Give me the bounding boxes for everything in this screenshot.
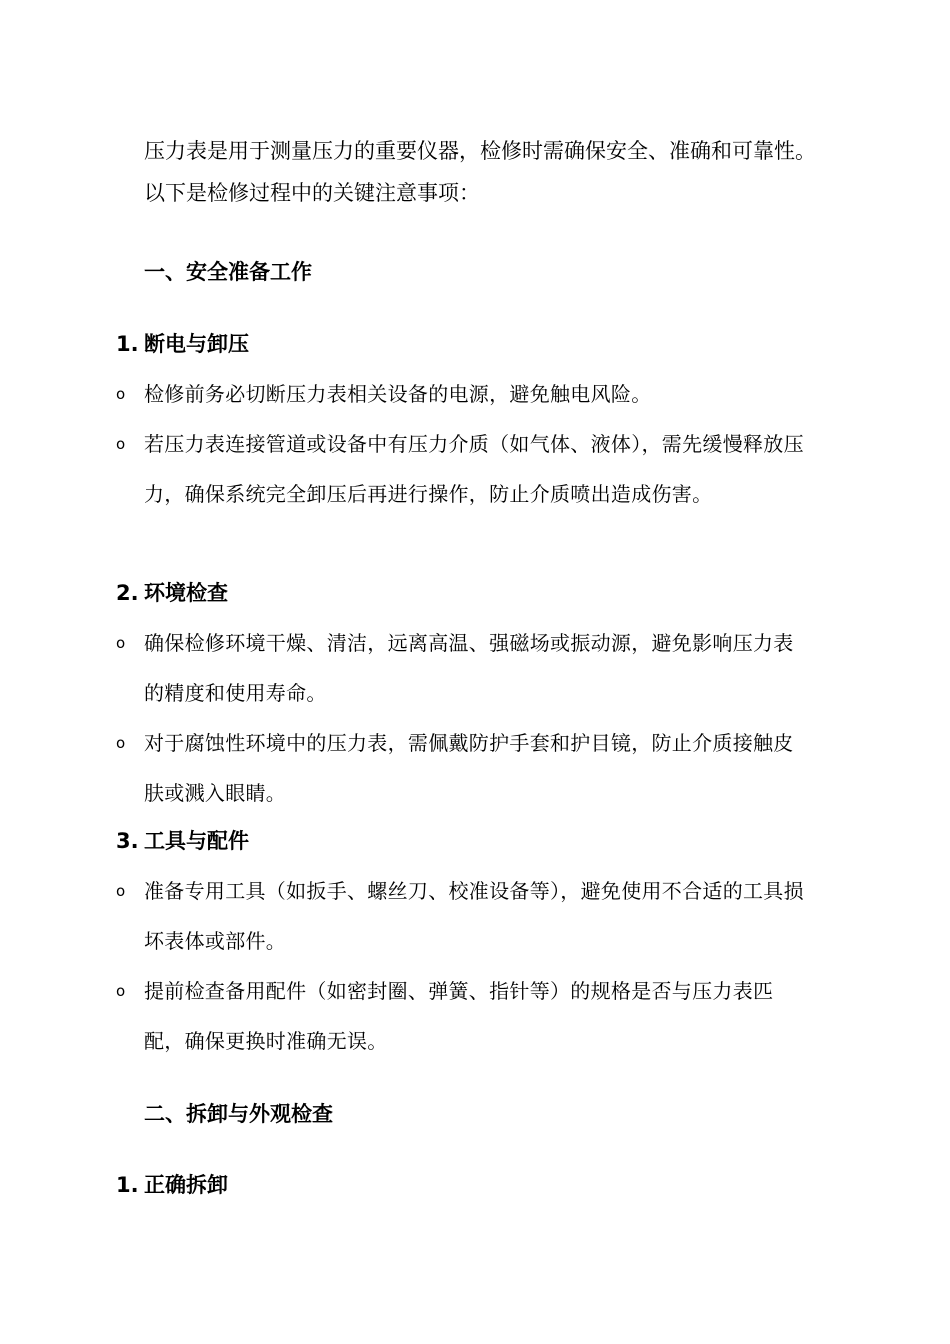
list-item bbox=[116, 966, 806, 1066]
list-item-text: 提前检查备用配件（如密封圈、弹簧、指针等）的规格是否与压力表匹配，确保更换时准确无误。 bbox=[144, 979, 774, 1053]
intro-paragraph: 压力表是用于测量压力的重要仪器，检修时需确保安全、准确和可靠性。以下是检修过程中的关键注意事项： bbox=[144, 139, 816, 205]
bullet-icon: o bbox=[116, 982, 126, 1000]
bullet-icon: o bbox=[116, 435, 126, 453]
section-heading-safety-prep: 一、安全准备工作 bbox=[144, 260, 312, 284]
section-heading-removal-inspection: 二、拆卸与外观检查 bbox=[144, 1102, 333, 1126]
subheading-correct-removal bbox=[116, 1170, 228, 1200]
subheading-label: 正确拆卸 bbox=[144, 1173, 228, 1197]
list-item bbox=[116, 718, 806, 818]
list-item bbox=[116, 369, 806, 419]
list-item bbox=[116, 618, 806, 718]
subheading-power-off-depressurize bbox=[116, 329, 249, 359]
subheading-number: 3. bbox=[116, 829, 139, 853]
subheading-environment-check bbox=[116, 578, 228, 608]
subheading-label: 环境检查 bbox=[144, 581, 228, 605]
list-item-text: 确保检修环境干燥、清洁，远离高温、强磁场或振动源，避免影响压力表的精度和使用寿命。 bbox=[144, 631, 794, 705]
bullet-icon: o bbox=[116, 634, 126, 652]
subheading-tools-parts bbox=[116, 826, 249, 856]
bullet-icon: o bbox=[116, 882, 126, 900]
subheading-number: 1. bbox=[116, 1173, 139, 1197]
list-item-text: 对于腐蚀性环境中的压力表，需佩戴防护手套和护目镜，防止介质接触皮肤或溅入眼睛。 bbox=[144, 731, 794, 805]
list-item-text: 准备专用工具（如扳手、螺丝刀、校准设备等），避免使用不合适的工具损坏表体或部件。 bbox=[144, 879, 804, 953]
list-item bbox=[116, 866, 806, 966]
list-item-text: 若压力表连接管道或设备中有压力介质（如气体、液体），需先缓慢释放压力，确保系统完全卸压后再进行操作，防止介质喷出造成伤害。 bbox=[144, 432, 804, 506]
list-item bbox=[116, 419, 806, 519]
bullet-icon: o bbox=[116, 734, 126, 752]
subheading-label: 工具与配件 bbox=[144, 829, 249, 853]
subheading-number: 2. bbox=[116, 581, 139, 605]
subheading-label: 断电与卸压 bbox=[144, 332, 249, 356]
subheading-number: 1. bbox=[116, 332, 139, 356]
list-item-text: 检修前务必切断压力表相关设备的电源，避免触电风险。 bbox=[144, 382, 652, 406]
bullet-icon: o bbox=[116, 385, 126, 403]
